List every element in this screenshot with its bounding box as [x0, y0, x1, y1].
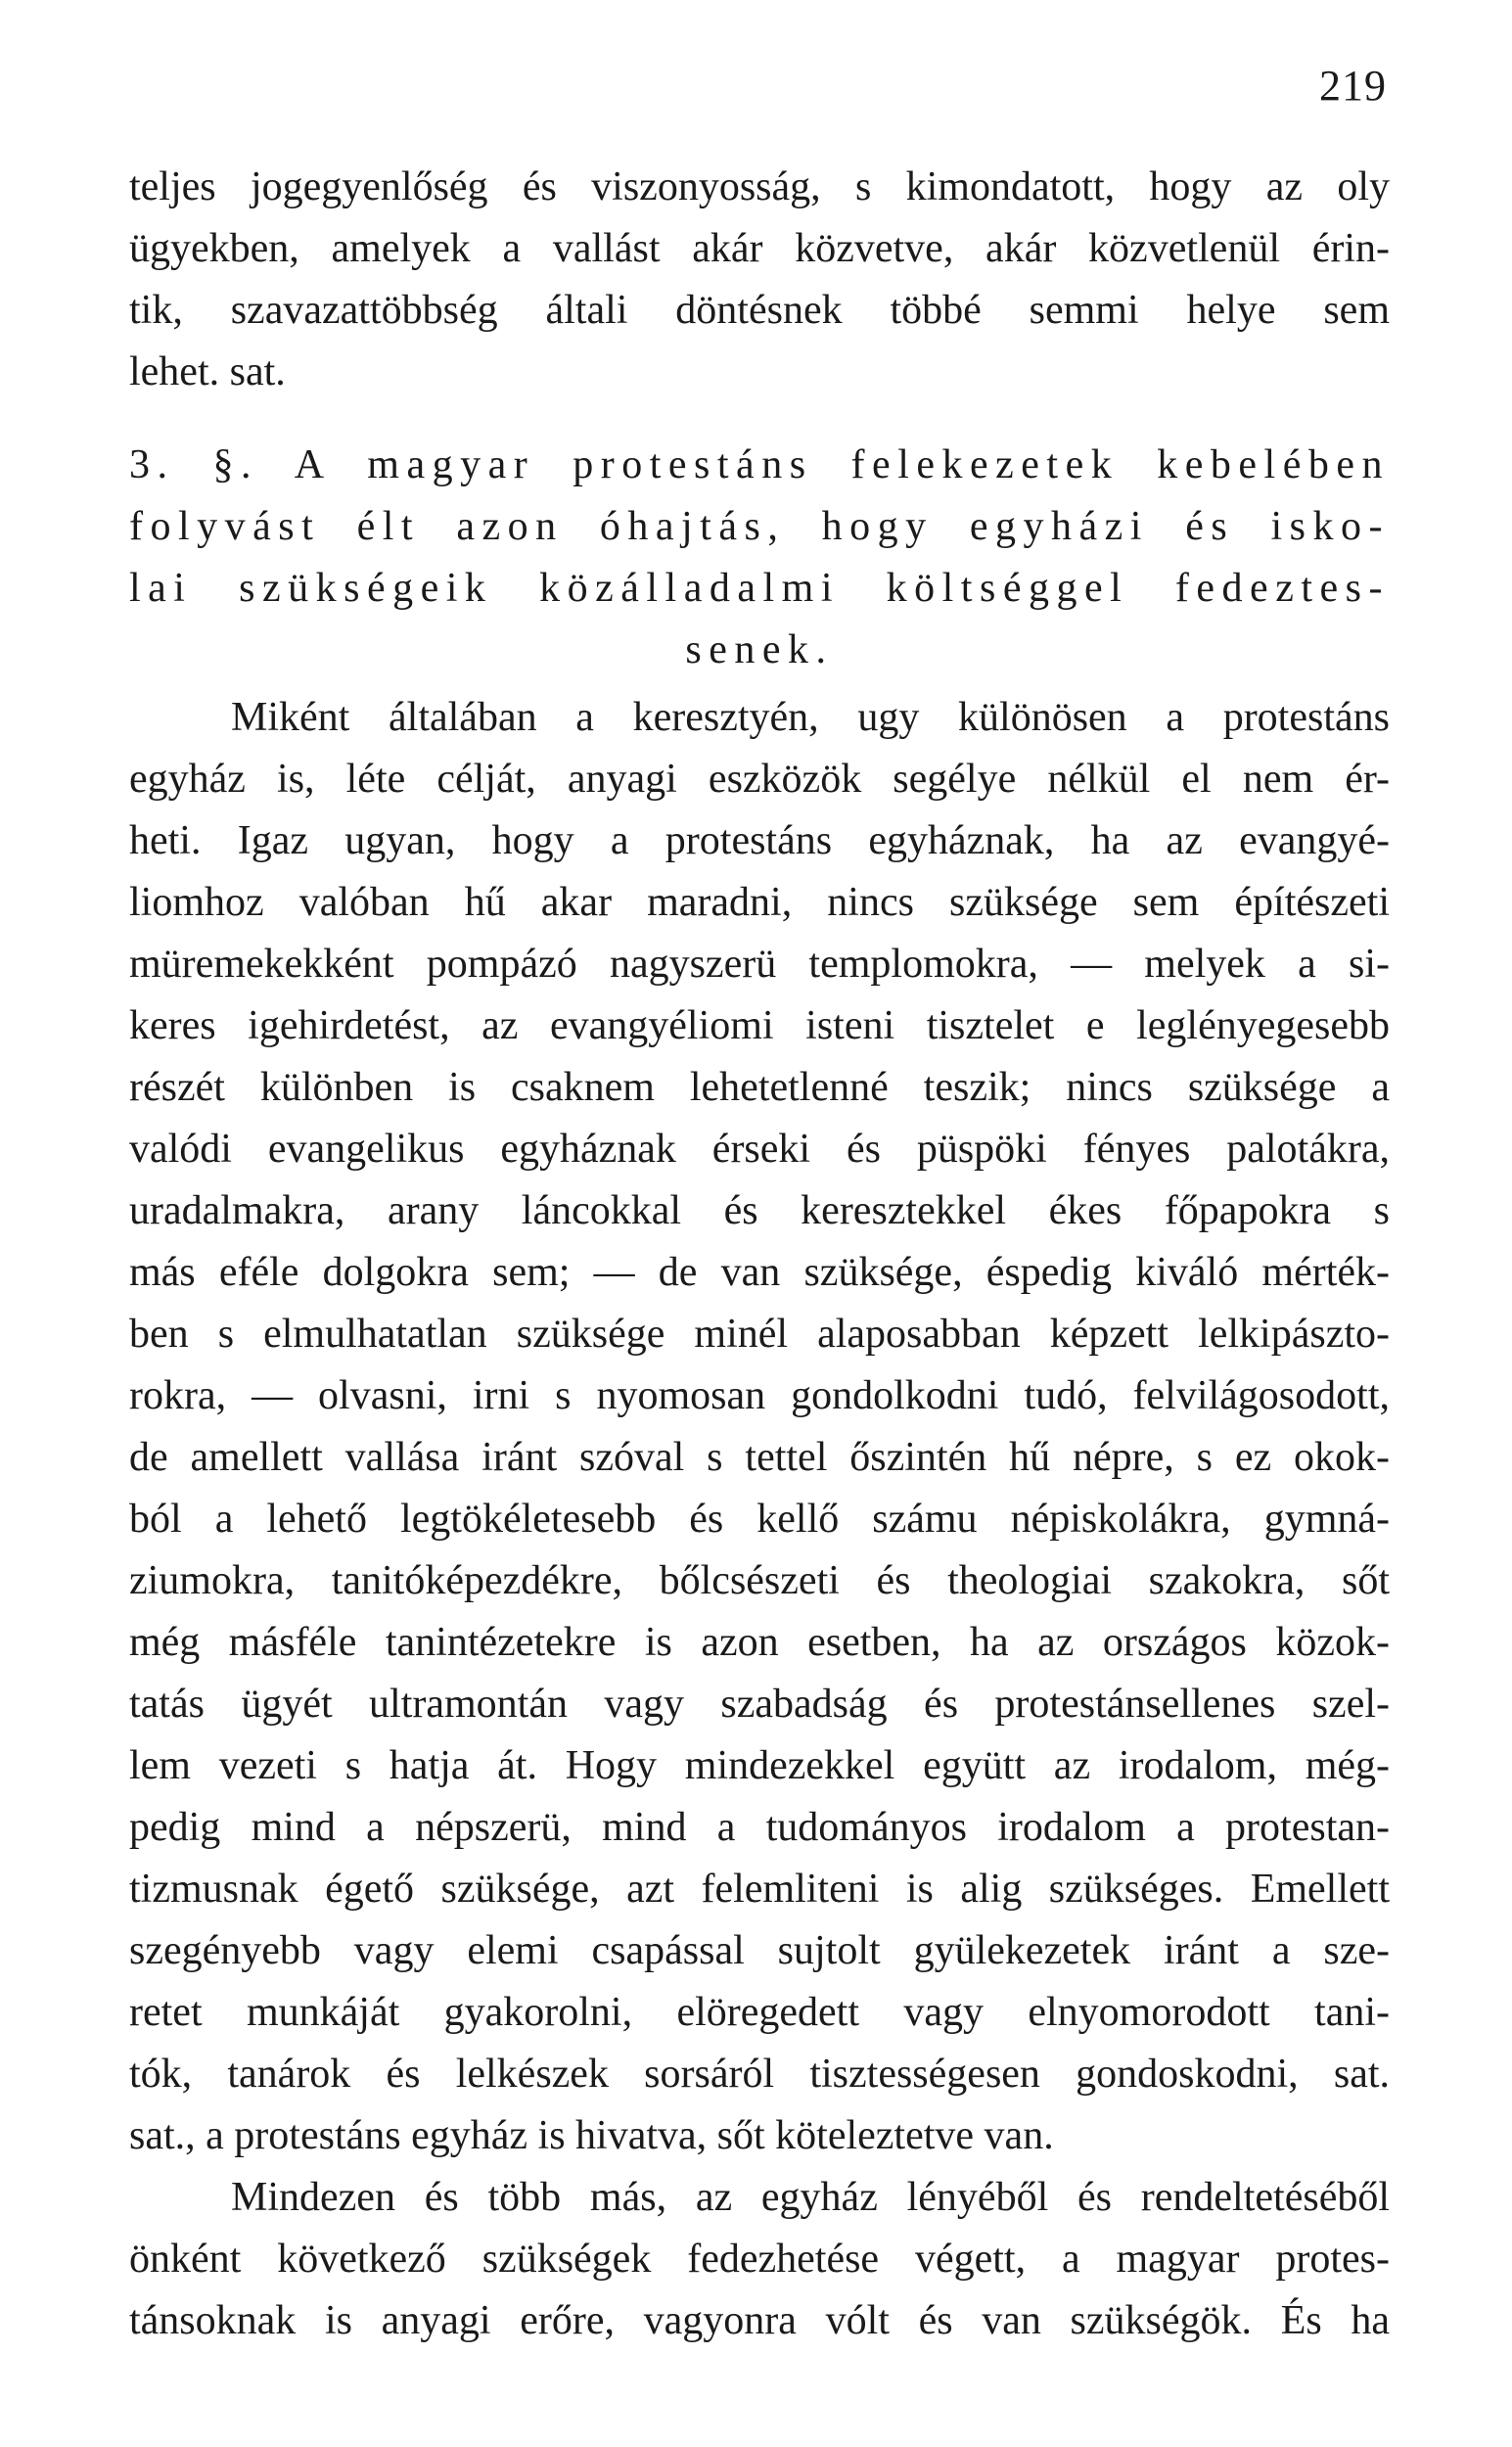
text-line: lehet. sat. — [129, 349, 286, 394]
text-line: részét különben is csaknem lehetetlenné teszik; nincs szüksége a — [129, 1065, 1390, 1110]
text-line: ból a lehető legtökéletesebb és kellő számu népiskolákra, gymná- — [129, 1497, 1390, 1542]
text-line: ben s elmulhatatlan szüksége minél alaposabban képzett lelkipászto- — [129, 1312, 1390, 1357]
paragraph-1 — [129, 157, 1390, 403]
text-line: retet munkáját gyakorolni, elöregedett vagy elnyomorodott tani- — [129, 1990, 1390, 2035]
text-line: müremekekként pompázó nagyszerü templomokra, — melyek a si- — [129, 942, 1390, 987]
text-line: heti. Igaz ugyan, hogy a protestáns egyháznak, ha az evangyé- — [129, 818, 1390, 863]
text-line: teljes jogegyenlőség és viszonyosság, s kimondatott, hogy az oly — [129, 164, 1390, 209]
text-line: más eféle dolgokra sem; — de van szüksége, éspedig kiváló mérték- — [129, 1250, 1390, 1295]
text-line: rokra, — olvasni, irni s nyomosan gondolkodni tudó, felvilágosodott, — [129, 1373, 1390, 1418]
page-number: 219 — [1319, 62, 1387, 110]
paragraph-3 — [129, 2167, 1390, 2352]
text-line: lem vezeti s hatja át. Hogy mindezekkel együtt az irodalom, még- — [129, 1743, 1390, 1788]
text-line: tik, szavazattöbbség általi döntésnek többé semmi helye sem — [129, 288, 1390, 333]
text-line: tánsoknak is anyagi erőre, vagyonra vólt és van szükségök. És ha — [129, 2298, 1390, 2343]
text-line: Mindezen és több más, az egyház lényéből és rendeltetéséből — [231, 2175, 1390, 2220]
paragraph-2 — [129, 687, 1390, 2167]
paragraph-gap — [129, 403, 1390, 435]
text-line: tatás ügyét ultramontán vagy szabadság és protestánsellenes szel- — [129, 1682, 1390, 1727]
section-heading — [129, 435, 1390, 681]
text-line: valódi evangelikus egyháznak érseki és püspöki fényes palotákra, — [129, 1127, 1390, 1172]
text-line: de amellett vallása iránt szóval s tettel őszintén hű népre, s ez okok- — [129, 1435, 1390, 1480]
text-line: tizmusnak égető szüksége, azt felemliteni is alig szükséges. Emellett — [129, 1867, 1390, 1912]
text-line: szegényebb vagy elemi csapással sujtolt gyülekezetek iránt a sze- — [129, 1928, 1390, 1973]
text-line: keres igehirdetést, az evangyéliomi isteni tisztelet e leglényegesebb — [129, 1003, 1390, 1048]
text-line: Miként általában a keresztyén, ugy különösen a protestáns — [231, 695, 1390, 740]
text-line: önként következő szükségek fedezhetése végett, a magyar protes- — [129, 2237, 1390, 2282]
heading-line: senek. — [685, 627, 834, 672]
text-line: tók, tanárok és lelkészek sorsáról tisztességesen gondoskodni, sat. — [129, 2052, 1390, 2097]
text-line: pedig mind a népszerü, mind a tudományos irodalom a protestan- — [129, 1805, 1390, 1850]
text-line: uradalmakra, arany láncokkal és keresztekkel ékes főpapokra s — [129, 1188, 1390, 1233]
heading-line: folyvást élt azon óhajtás, hogy egyházi és isko- — [129, 504, 1390, 549]
text-line: ziumokra, tanitóképezdékre, bőlcsészeti és theologiai szakokra, sőt — [129, 1558, 1390, 1603]
body-text — [129, 157, 1390, 2352]
text-line: még másféle tanintézetekre is azon esetben, ha az országos közok- — [129, 1620, 1390, 1665]
text-line: ügyekben, amelyek a vallást akár közvetve, akár közvetlenül érin- — [129, 226, 1390, 271]
text-line: egyház is, léte célját, anyagi eszközök segélye nélkül el nem ér- — [129, 757, 1390, 802]
heading-line: lai szükségeik közálladalmi költséggel fedeztes- — [129, 566, 1390, 611]
text-line: sat., a protestáns egyház is hivatva, sőt köteleztetve van. — [129, 2113, 1054, 2158]
text-line: liomhoz valóban hű akar maradni, nincs szüksége sem építészeti — [129, 880, 1390, 925]
heading-line: 3. §. A magyar protestáns felekezetek kebelében — [129, 442, 1390, 487]
